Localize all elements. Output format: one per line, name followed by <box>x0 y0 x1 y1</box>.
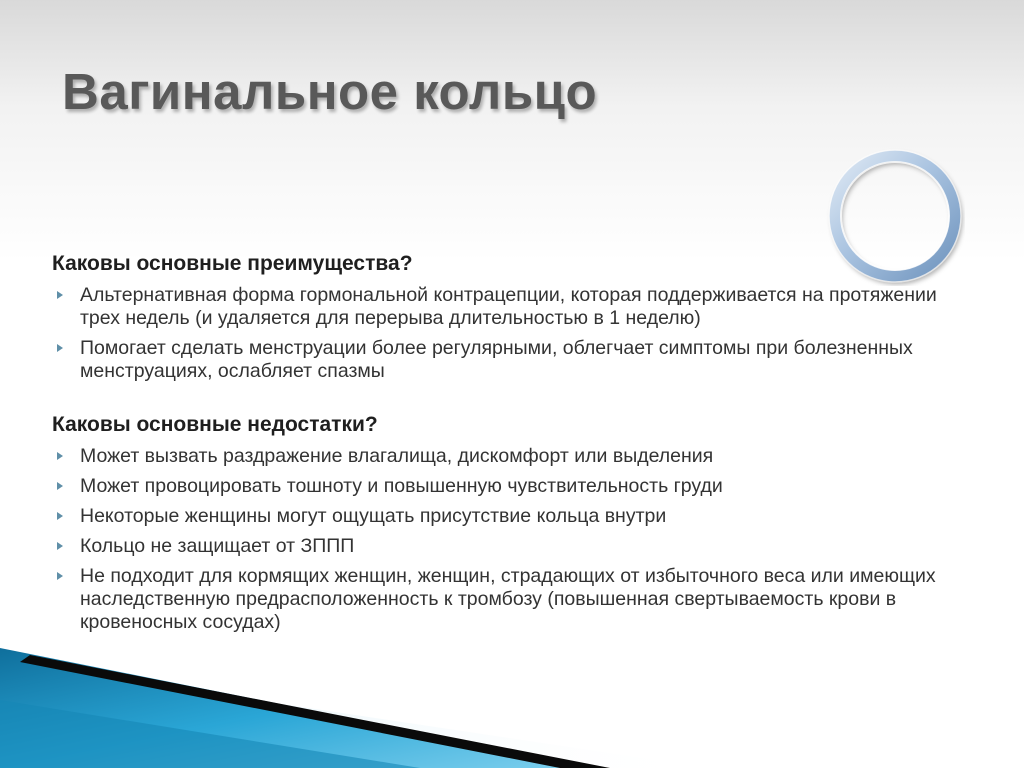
advantages-section <box>52 252 962 383</box>
list-item-text: Может провоцировать тошноту и повышенную чувствительность груди <box>80 475 723 497</box>
list-item <box>52 475 962 498</box>
triangle-bullet-icon <box>57 572 63 580</box>
triangle-bullet-icon <box>57 482 63 490</box>
triangle-bullet-icon <box>57 512 63 520</box>
list-item <box>52 535 962 558</box>
list-item-text: Кольцо не защищает от ЗППП <box>80 535 355 557</box>
triangle-bullet-icon <box>57 291 63 299</box>
list-item-text: Некоторые женщины могут ощущать присутствие кольца внутри <box>80 505 667 527</box>
disadvantages-section <box>52 413 962 634</box>
triangle-bullet-icon <box>57 344 63 352</box>
triangle-bullet-icon <box>57 452 63 460</box>
list-item <box>52 445 962 468</box>
disadvantages-heading: Каковы основные недостатки? <box>52 413 378 436</box>
advantages-list <box>52 284 962 383</box>
list-item <box>52 284 962 330</box>
list-item-text: Может вызвать раздражение влагалища, дискомфорт или выделения <box>80 445 714 467</box>
list-item <box>52 337 962 383</box>
disadvantages-list <box>52 445 962 634</box>
list-item <box>52 565 962 634</box>
list-item <box>52 505 962 528</box>
list-item-text: Помогает сделать менструации более регулярными, облегчает симптомы при болезненных менструациях, ослабляет спазмы <box>80 337 913 382</box>
list-item-text: Альтернативная форма гормональной контрацепции, которая поддерживается на протяжении трех недель (и удаляется для перерыва длительностью в 1 неделю) <box>80 284 937 329</box>
slide-title: Вагинальное кольцо <box>62 63 598 120</box>
list-item-text: Не подходит для кормящих женщин, женщин, страдающих от избыточного веса или имеющих наследственную предрасположенность к тромбозу (повышенная свертываемость крови в кровеносных сосудах) <box>80 565 936 633</box>
triangle-bullet-icon <box>57 542 63 550</box>
slide-content <box>52 252 962 641</box>
advantages-heading: Каковы основные преимущества? <box>52 252 413 275</box>
